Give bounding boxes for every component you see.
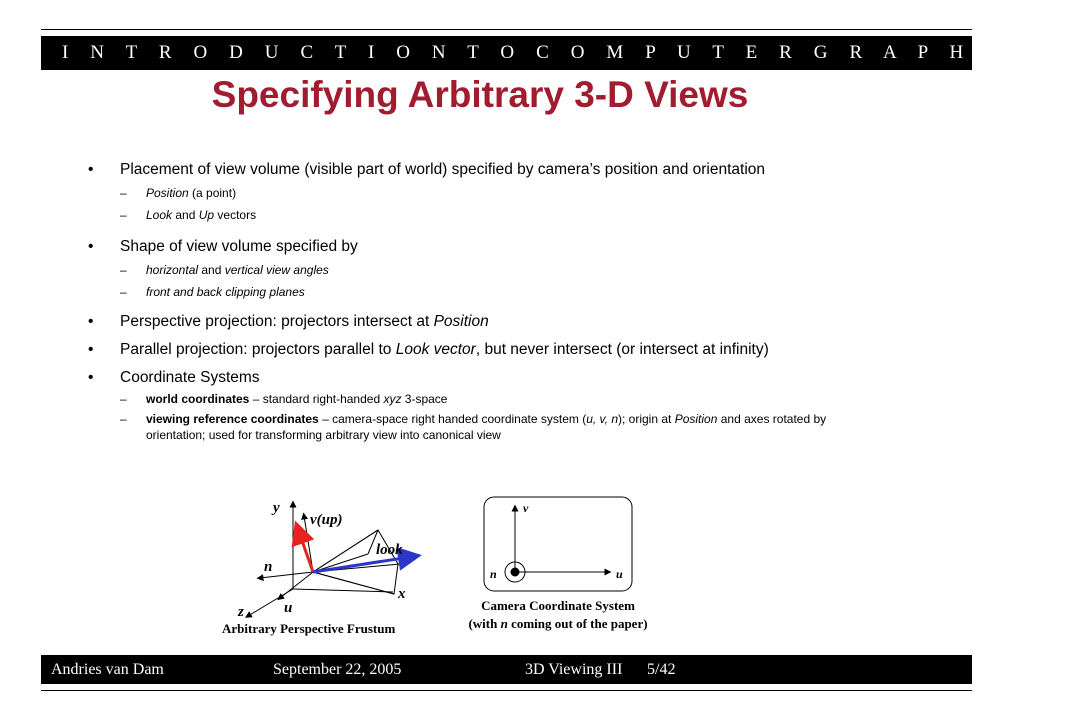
footer-page: 5/42 (647, 661, 676, 678)
sub-text: and axes rotated by orientation; used for transforming arbitrary view into canonical view (146, 412, 827, 442)
sub-item (120, 284, 878, 300)
y-label: y (273, 500, 280, 516)
bullet-item (88, 160, 878, 223)
dash-marker: – (120, 392, 127, 406)
bullet-marker: • (88, 369, 94, 386)
bullet-text: Coordinate Systems (120, 369, 260, 386)
sub-text: Up (198, 208, 215, 222)
sub-text: Position (674, 412, 718, 426)
sub-item (120, 207, 878, 223)
dash-marker: – (120, 186, 127, 200)
sub-item (120, 262, 878, 278)
up-vector-arrow (299, 532, 313, 572)
dash-marker: – (120, 208, 127, 222)
bullet-item (88, 340, 878, 360)
look-label: look (376, 542, 403, 558)
footer-topic: 3D Viewing III (525, 661, 623, 678)
course-title: I N T R O D U C T I O N T O C O M P U T E R G R A P H I C S (62, 42, 1067, 63)
bullet-text: Placement of view volume (visible part of world) specified by camera’s position and orientation (120, 161, 765, 178)
bullet-text: Position (433, 313, 489, 330)
sub-text: vertical view angles (224, 263, 329, 277)
sub-item (120, 411, 878, 443)
sub-text: xyz (383, 392, 402, 406)
sub-text: – camera-space right handed coordinate system ( (318, 412, 587, 426)
sub-text: and (172, 208, 199, 222)
camera-caption-line1: Camera Coordinate System (481, 598, 635, 613)
sub-text: u, v, n (586, 412, 618, 426)
bullet-text: Parallel projection: projectors parallel to (120, 341, 396, 358)
frustum-caption: Arbitrary Perspective Frustum (222, 621, 396, 636)
x-label: x (398, 586, 406, 602)
n-label: n (264, 559, 273, 575)
u-label: u (616, 567, 623, 581)
bullet-text: Look vector (395, 341, 476, 358)
diagram-figure (218, 494, 718, 644)
header-band (41, 36, 1067, 70)
camera-coordinate-diagram (468, 497, 647, 631)
v-label: v (523, 501, 529, 515)
sub-text: Position (146, 186, 189, 200)
bullet-marker: • (88, 161, 94, 178)
footer-author: Andries van Dam (51, 661, 164, 678)
camera-caption-line2: (with n coming out of the paper) (468, 616, 648, 631)
sub-text: vectors (214, 208, 257, 222)
bullet-item (88, 312, 878, 332)
bottom-rule (41, 690, 972, 691)
u-axis-line (280, 572, 313, 598)
sub-text: 3-space (401, 392, 448, 406)
sub-text: – standard right-handed (249, 392, 384, 406)
bullet-text: , but never intersect (or intersect at infinity) (475, 341, 769, 358)
sub-item (120, 185, 878, 201)
dash-marker: – (120, 285, 127, 299)
sub-text: viewing reference coordinates (146, 412, 319, 426)
sub-item (120, 391, 878, 407)
top-rule (41, 29, 972, 30)
n-axis-dot (511, 568, 520, 577)
footer-band (41, 655, 972, 684)
sub-text: horizontal (146, 263, 199, 277)
bullet-text: Perspective projection: projectors intersect at (120, 313, 434, 330)
n-label: n (490, 567, 497, 581)
bullet-marker: • (88, 313, 94, 330)
sub-text: world coordinates (146, 392, 250, 406)
v-up-label: v(up) (310, 512, 343, 528)
sub-text: ); origin at (618, 412, 675, 426)
sub-text: front and back clipping planes (146, 285, 305, 299)
slide-title: Specifying Arbitrary 3-D Views (211, 74, 749, 115)
dash-marker: – (120, 263, 127, 277)
bullet-item (88, 237, 878, 300)
bullet-list (88, 160, 878, 451)
bullet-marker: • (88, 341, 94, 358)
bullet-item (88, 368, 878, 443)
sub-text: Look (146, 208, 173, 222)
bullet-marker: • (88, 238, 94, 255)
z-label: z (238, 604, 244, 620)
u-label: u (284, 600, 293, 616)
sub-text: (a point) (188, 186, 237, 200)
footer-date: September 22, 2005 (273, 661, 402, 678)
sub-text: and (198, 263, 225, 277)
dash-marker: – (120, 412, 127, 426)
bullet-text: Shape of view volume specified by (120, 238, 358, 255)
